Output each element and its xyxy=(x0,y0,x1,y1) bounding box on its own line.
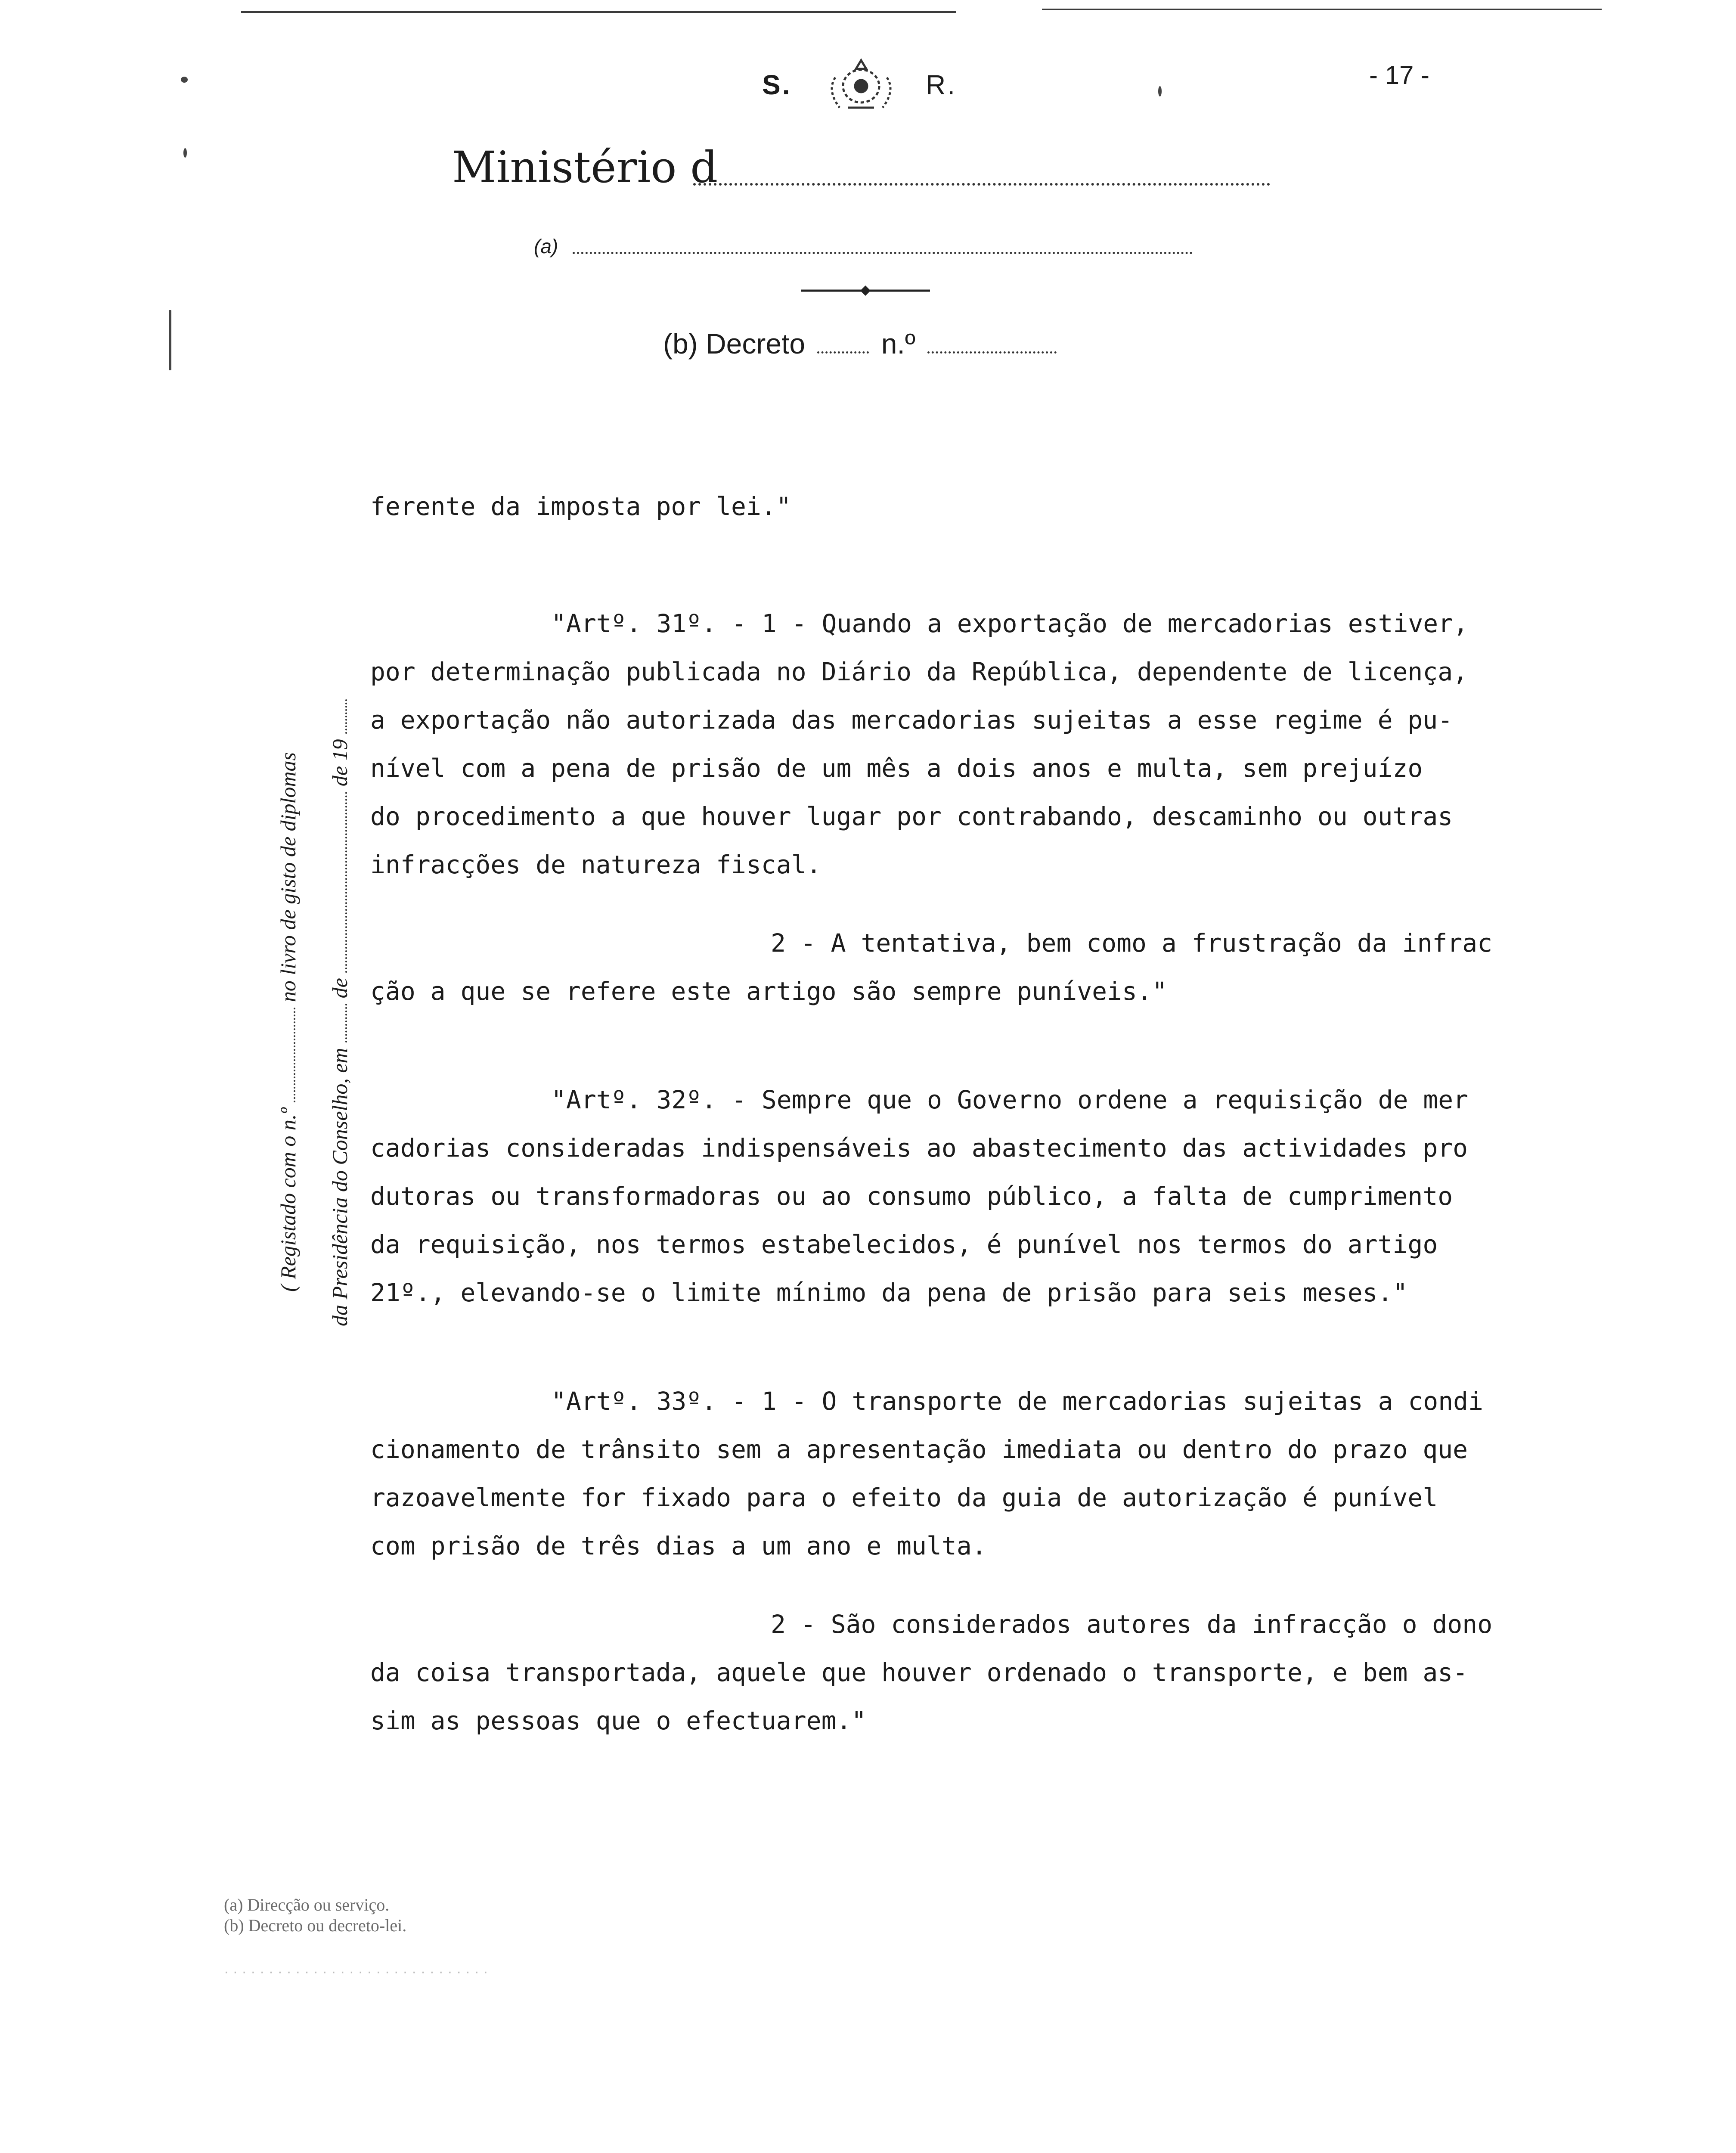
decreto-fill xyxy=(817,351,869,354)
decree-body xyxy=(370,482,1559,1745)
body-line: cadorias consideradas indispensáveis ao abastecimento das actividades pro xyxy=(370,1133,1468,1163)
footnotes xyxy=(224,1895,406,1936)
body-line: ção a que se refere este artigo são sempre puníveis." xyxy=(370,977,1167,1006)
footnote-b: (b) Decreto ou decreto-lei. xyxy=(224,1916,407,1935)
decreto-label: (b) Decreto xyxy=(663,328,806,360)
body-line: cionamento de trânsito sem a apresentação imediata ou dentro do prazo que xyxy=(370,1435,1468,1464)
faint-footer-smudge: · · · · · · · · · · · · · · · · · · · · · · · · · · · · · · xyxy=(224,1964,488,1980)
body-line: do procedimento a que houver lugar por contrabando, descaminho ou outras xyxy=(370,802,1453,831)
scan-top-line-right xyxy=(1042,9,1602,10)
ministerio-heading: Ministério d xyxy=(452,142,718,192)
margin-note-fill xyxy=(345,699,347,734)
article-33-heading: "Artº. 33º. - 1 - O transporte de mercadorias sujeitas a condi xyxy=(551,1387,1483,1416)
margin-note-text: da Presidência do Conselho, em xyxy=(328,1048,352,1326)
service-label: (a) xyxy=(534,235,558,257)
divider-ornament-icon xyxy=(801,284,930,297)
body-line: dutoras ou transformadoras ou ao consumo público, a falta de cumprimento xyxy=(370,1182,1453,1211)
scan-speck xyxy=(169,310,171,370)
margin-note-text: no livro de xyxy=(276,909,300,1002)
article-32-heading: "Artº. 32º. - Sempre que o Governo ordene a requisição de mer xyxy=(551,1085,1469,1114)
article-31-heading: "Artº. 31º. - 1 - Quando a exportação de mercadorias estiver, xyxy=(551,609,1469,638)
numero-label: n.º xyxy=(881,328,915,360)
body-line: 21º., elevando-se o limite mínimo da pena de prisão para seis meses." xyxy=(370,1278,1408,1307)
margin-note-text: Registado com o n.º xyxy=(276,1108,300,1279)
body-line: a exportação não autorizada das mercadorias sujeitas a esse regime é pu- xyxy=(370,705,1453,735)
body-line: da requisição, nos termos estabelecidos, é punível nos termos do artigo xyxy=(370,1230,1438,1259)
margin-note-fill xyxy=(345,792,347,973)
margin-note-text: de 19 xyxy=(328,739,352,787)
body-line: 2 - São considerados autores da infracção o dono xyxy=(771,1610,1493,1639)
margin-note-row-1: ( Registado com o n.º no livro de gisto de diplomas xyxy=(276,752,300,1292)
body-line: ferente da imposta por lei." xyxy=(370,492,791,521)
numero-fill xyxy=(927,351,1057,354)
body-line: da coisa transportada, aquele que houver ordenado o transporte, e bem as- xyxy=(370,1658,1468,1687)
margin-note-fill xyxy=(294,1008,295,1102)
scan-speck xyxy=(183,148,187,158)
body-line: infracções de natureza fiscal. xyxy=(370,850,822,879)
scan-speck xyxy=(1158,86,1162,96)
service-fill-line xyxy=(573,252,1193,254)
scan-speck xyxy=(181,77,188,83)
body-line: razoavelmente for fixado para o efeito da guia de autorização é punível xyxy=(370,1483,1438,1512)
header-r-letter: R. xyxy=(926,69,957,100)
page-number: - 17 - xyxy=(1369,61,1430,90)
footnote-a: (a) Direcção ou serviço. xyxy=(224,1895,390,1914)
margin-note-text: gisto de diplomas xyxy=(276,752,300,904)
coat-of-arms-icon xyxy=(818,52,904,121)
body-line: com prisão de três dias a um ano e multa. xyxy=(370,1531,987,1560)
decreto-line xyxy=(663,327,1057,360)
margin-note-fill xyxy=(345,1004,347,1042)
margin-registration-note xyxy=(276,699,379,1326)
body-line: 2 - A tentativa, bem como a frustração da infrac xyxy=(771,928,1493,958)
header-s-letter: S. xyxy=(762,69,792,100)
body-line: por determinação publicada no Diário da República, dependente de licença, xyxy=(370,657,1468,686)
ministerio-fill-line xyxy=(693,183,1270,186)
scan-top-line-left xyxy=(241,11,956,13)
body-line: nível com a pena de prisão de um mês a dois anos e multa, sem prejuízo xyxy=(370,754,1423,783)
margin-note-text: de xyxy=(328,978,352,999)
body-line: sim as pessoas que o efectuarem." xyxy=(370,1706,867,1735)
